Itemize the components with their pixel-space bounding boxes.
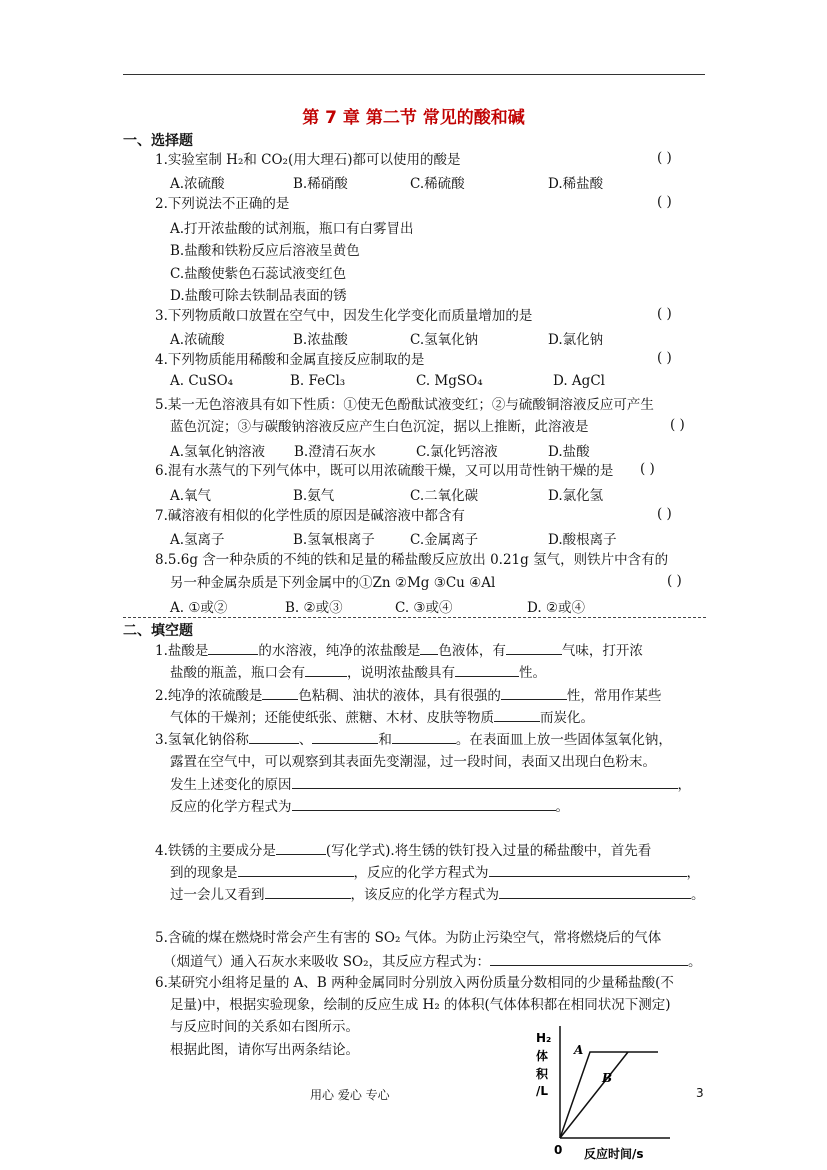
option-b: B.澄清石灰水 xyxy=(294,444,376,460)
blank[interactable] xyxy=(292,774,678,789)
blank[interactable] xyxy=(506,640,562,655)
option-c: C. ③或④ xyxy=(395,600,453,616)
option-a: A.氧气 xyxy=(170,488,212,504)
line-a xyxy=(560,1052,658,1138)
question-4-stem: 4.下列物质能用稀酸和金属直接反应制取的是 xyxy=(155,352,425,368)
option-b: B.盐酸和铁粉反应后溶液呈黄色 xyxy=(170,243,360,259)
question-2-stem: 2.下列说法不正确的是 xyxy=(155,196,290,212)
blank[interactable] xyxy=(208,640,258,655)
blank[interactable] xyxy=(249,729,299,744)
blank[interactable] xyxy=(455,662,519,677)
blank[interactable] xyxy=(238,862,354,877)
option-b: B.氢氧根离子 xyxy=(293,532,375,548)
blank[interactable] xyxy=(494,707,540,722)
option-d: D.盐酸 xyxy=(548,444,590,460)
fill-6-line1: 6.某研究小组将足量的 A、B 两种金属同时分别放入两份质量分数相同的少量稀盐酸(不 xyxy=(155,975,674,991)
fill-3-line1: 3.氢氧化钠俗称 、 和 。在表面皿上放一些固体氢氧化钠， xyxy=(155,729,672,750)
fill-3-line2: 露置在空气中，可以观察到其表面先变潮湿，过一段时间，表面又出现白色粉末。 xyxy=(170,754,656,770)
answer-paren: ( ) xyxy=(657,306,672,322)
footer-motto: 用心 爱心 专心 xyxy=(310,1088,390,1102)
option-d: D.氯化钠 xyxy=(548,332,604,348)
fill-6-line2: 足量)中，根据实验现象，绘制的反应生成 H₂ 的体积(气体体积都在相同状况下测定) xyxy=(170,997,671,1013)
section-divider xyxy=(123,617,706,618)
blank[interactable] xyxy=(501,685,567,700)
answer-paren: ( ) xyxy=(657,150,672,166)
option-a: A. ①或② xyxy=(170,600,228,616)
question-7-stem: 7.碱溶液有相似的化学性质的原因是碱溶液中都含有 xyxy=(155,508,465,524)
fill-1-line2: 盐酸的瓶盖，瓶口会有 ，说明浓盐酸具有 性。 xyxy=(170,662,546,683)
fill-4-line2: 到的现象是 ，反应的化学方程式为 ， xyxy=(170,862,700,883)
blank[interactable] xyxy=(490,951,688,966)
question-5-stem-line2: 蓝色沉淀；③与碳酸钠溶液反应产生白色沉淀，据以上推断，此溶液是 xyxy=(170,419,589,435)
question-8-stem-line1: 8.5.6g 含一种杂质的不纯的铁和足量的稀盐酸反应放出 0.21g 氢气，则铁片中含有的 xyxy=(155,552,669,568)
option-b: B.氨气 xyxy=(293,488,335,504)
label-b: B xyxy=(602,1071,613,1085)
option-d: D. AgCl xyxy=(553,373,605,389)
blank[interactable] xyxy=(420,640,438,655)
blank[interactable] xyxy=(276,840,326,855)
option-d: D.盐酸可除去铁制品表面的锈 xyxy=(170,288,347,304)
option-d: D.酸根离子 xyxy=(548,532,617,548)
blank[interactable] xyxy=(312,729,378,744)
page-title: 第 7 章 第二节 常见的酸和碱 xyxy=(302,108,525,128)
x-label: 反应时间/s xyxy=(584,1147,644,1161)
answer-paren: ( ) xyxy=(667,573,682,589)
option-a: A.氢氧化钠溶液 xyxy=(170,444,266,460)
answer-paren: ( ) xyxy=(657,194,672,210)
origin-label: 0 xyxy=(554,1143,563,1157)
fill-2-line2: 气体的干燥剂；还能使纸张、蔗糖、木材、皮肤等物质 而炭化。 xyxy=(170,707,594,728)
question-6-stem: 6.混有水蒸气的下列气体中，既可以用浓硫酸干燥，又可以用苛性钠干燥的是 xyxy=(155,463,614,479)
blank[interactable] xyxy=(489,862,687,877)
blank[interactable] xyxy=(265,884,351,899)
option-c: C.金属离子 xyxy=(410,532,479,548)
answer-paren: ( ) xyxy=(657,506,672,522)
option-b: B. FeCl₃ xyxy=(290,373,346,389)
label-a: A xyxy=(574,1043,584,1057)
blank[interactable] xyxy=(292,796,556,811)
fill-5-line1: 5.含硫的煤在燃烧时常会产生有害的 SO₂ 气体。为防止污染空气，常将燃烧后的气体 xyxy=(155,930,662,946)
option-a: A.浓硫酸 xyxy=(170,176,225,192)
option-b: B.稀硝酸 xyxy=(293,176,348,192)
fill-2-line1: 2.纯净的浓硫酸是 色粘稠、油状的液体，具有很强的 性，常用作某些 xyxy=(155,685,661,706)
page-number: 3 xyxy=(696,1086,704,1100)
option-c: C.氢氧化钠 xyxy=(410,332,479,348)
option-b: B. ②或③ xyxy=(285,600,343,616)
option-a: A.打开浓盐酸的试剂瓶，瓶口有白雾冒出 xyxy=(170,221,414,237)
fill-5-line2: （烟道气）通入石灰水来吸收 SO₂，其反应方程式为： 。 xyxy=(163,951,702,972)
option-d: D.氯化氢 xyxy=(548,488,604,504)
section-heading-choice: 一、选择题 xyxy=(123,133,193,149)
section-heading-fill: 二、填空题 xyxy=(123,623,193,639)
option-a: A. CuSO₄ xyxy=(170,373,234,389)
fill-3-line3: 发生上述变化的原因 ， xyxy=(170,774,691,795)
answer-paren: ( ) xyxy=(640,461,655,477)
option-a: A.氢离子 xyxy=(170,532,225,548)
option-a: A.浓硫酸 xyxy=(170,332,225,348)
question-1-stem: 1.实验室制 H₂和 CO₂(用大理石)都可以使用的酸是 xyxy=(155,152,461,168)
fill-1-line1: 1.盐酸是 的水溶液，纯净的浓盐酸是 色液体，有 气味，打开浓 xyxy=(155,640,643,661)
answer-paren: ( ) xyxy=(657,350,672,366)
fill-6-line3: 与反应时间的关系如右图所示。 xyxy=(170,1019,359,1035)
h2-volume-graph xyxy=(520,1020,700,1170)
line-b xyxy=(560,1052,628,1138)
y-label-1: H₂ xyxy=(536,1031,552,1045)
fill-4-line1: 4.铁锈的主要成分是 (写化学式).将生锈的铁钉投入过量的稀盐酸中，首先看 xyxy=(155,840,651,861)
option-c: C.稀硫酸 xyxy=(410,176,465,192)
blank[interactable] xyxy=(499,884,691,899)
option-d: D.稀盐酸 xyxy=(548,176,604,192)
option-c: C.二氧化碳 xyxy=(410,488,479,504)
question-8-stem-line2: 另一种金属杂质是下列金属中的①Zn ②Mg ③Cu ④Al xyxy=(170,575,496,591)
option-d: D. ②或④ xyxy=(527,600,586,616)
fill-6-line4: 根据此图，请你写出两条结论。 xyxy=(170,1042,359,1058)
y-label-2: 体 xyxy=(536,1049,549,1063)
fill-4-line3: 过一会儿又看到 ，该反应的化学方程式为 。 xyxy=(170,884,705,905)
question-3-stem: 3.下列物质敞口放置在空气中，因发生化学变化而质量增加的是 xyxy=(155,308,533,324)
blank[interactable] xyxy=(305,662,347,677)
option-b: B.浓盐酸 xyxy=(293,332,348,348)
header-rule xyxy=(123,74,705,75)
option-c: C.盐酸使紫色石蕊试液变红色 xyxy=(170,266,347,282)
blank[interactable] xyxy=(262,685,298,700)
option-c: C. MgSO₄ xyxy=(416,373,483,389)
fill-3-line4: 反应的化学方程式为 。 xyxy=(170,796,569,817)
answer-paren: ( ) xyxy=(670,417,685,433)
y-label-3: 积 xyxy=(536,1067,549,1081)
y-label-4: /L xyxy=(536,1084,549,1098)
option-c: C.氯化钙溶液 xyxy=(416,444,498,460)
question-5-stem-line1: 5.某一无色溶液具有如下性质：①使无色酚酞试液变红；②与硫酸铜溶液反应可产生 xyxy=(155,397,654,413)
blank[interactable] xyxy=(392,729,456,744)
